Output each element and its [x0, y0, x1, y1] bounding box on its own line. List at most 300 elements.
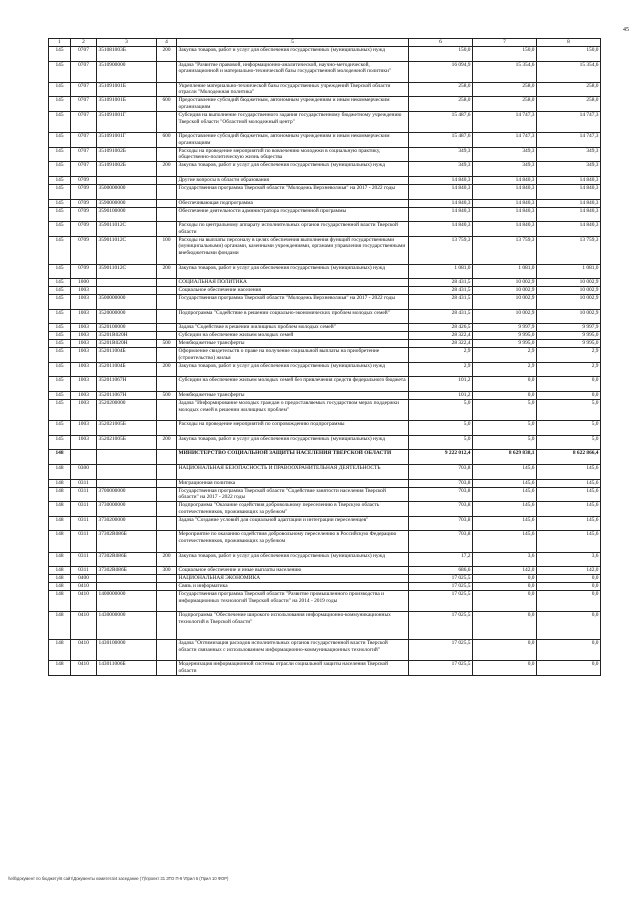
admin-code-cell: 145: [49, 162, 71, 177]
table-row: [49, 612, 601, 640]
target-article-cell: 1430000000: [97, 612, 157, 640]
expense-type-cell: [157, 207, 177, 222]
target-article-cell: 3730000000: [97, 502, 157, 517]
amount-col7-cell: 5,0: [473, 421, 537, 436]
target-article-cell: 37302R086Б: [97, 531, 157, 552]
description-cell: Государственная программа Тверской области "Молодежь Верхневолжья" на 2017 - 2022 годы: [177, 295, 409, 310]
expense-type-cell: [157, 575, 177, 583]
amount-col6-cell: 5,0: [409, 421, 473, 436]
amount-col6-cell: 14 840,3: [409, 176, 473, 184]
description-cell: Расходы на проведение мероприятий по вовлечению молодежи в социальную практику, общественно-политическую жизнь общества: [177, 147, 409, 162]
description-cell: Закупка товаров, работ и услуг для обеспечения государственных (муниципальных) нужд: [177, 435, 409, 450]
expense-type-cell: [157, 61, 177, 82]
amount-col8-cell: 349,3: [537, 162, 601, 177]
description-cell: Мероприятие по оказанию содействия добровольному переселению в Российскую Федерацию соотечественников, проживающих за рубежом: [177, 531, 409, 552]
admin-code-cell: 145: [49, 421, 71, 436]
table-row: [49, 97, 601, 112]
amount-col6-cell: 101,2: [409, 392, 473, 400]
admin-code-cell: 148: [49, 487, 71, 502]
section-code-cell: 0410: [71, 583, 97, 591]
amount-col7-cell: 142,0: [473, 567, 537, 575]
description-cell: Субсидии на обеспечение жильем молодых семей без привлечения средств федерального бюджета: [177, 377, 409, 392]
amount-col8-cell: 0,0: [537, 612, 601, 640]
amount-col6-cell: 17 025,5: [409, 575, 473, 583]
amount-col7-cell: 145,6: [473, 487, 537, 502]
section-code-cell: 1003: [71, 309, 97, 324]
admin-code-cell: 145: [49, 332, 71, 340]
amount-col6-cell: 28 431,5: [409, 309, 473, 324]
amount-col7-cell: 0,0: [473, 575, 537, 583]
description-cell: Закупка товаров, работ и услуг для обеспечения государственных (муниципальных) нужд: [177, 162, 409, 177]
expense-type-cell: [157, 324, 177, 332]
expense-type-cell: [157, 479, 177, 487]
target-article-cell: 352011067Н: [97, 392, 157, 400]
admin-code-cell: 145: [49, 348, 71, 363]
table-row: [49, 264, 601, 279]
amount-col8-cell: 145,6: [537, 516, 601, 531]
table-row: [49, 348, 601, 363]
description-cell: Расходы на проведение мероприятий по сопровождению подпрограммы: [177, 421, 409, 436]
target-article-cell: 359011012С: [97, 264, 157, 279]
target-article-cell: 35201R020Н: [97, 332, 157, 340]
admin-code-cell: 145: [49, 295, 71, 310]
page-number: 45: [623, 27, 629, 33]
amount-col6-cell: 28 322,4: [409, 340, 473, 348]
target-article-cell: [97, 479, 157, 487]
amount-col8-cell: 2,9: [537, 348, 601, 363]
target-article-cell: 359011012С: [97, 222, 157, 237]
expense-type-cell: 200: [157, 162, 177, 177]
target-article-cell: 352021005Б: [97, 435, 157, 450]
amount-col7-cell: 9 995,0: [473, 332, 537, 340]
table-row: [49, 575, 601, 583]
description-cell: Задача "Информирование молодых граждан о предоставляемых государством мерах поддержки молодых семей в решении жилищных проблем": [177, 400, 409, 421]
expense-type-cell: [157, 583, 177, 591]
amount-col7-cell: 3,6: [473, 552, 537, 567]
expense-type-cell: [157, 531, 177, 552]
section-code-cell: 1003: [71, 295, 97, 310]
amount-col6-cell: 258,0: [409, 97, 473, 112]
expense-type-cell: [157, 279, 177, 287]
amount-col7-cell: 0,0: [473, 392, 537, 400]
table-row: [49, 82, 601, 97]
description-cell: Миграционная политика: [177, 479, 409, 487]
expense-type-cell: [157, 111, 177, 132]
expense-type-cell: [157, 295, 177, 310]
admin-code-cell: 145: [49, 82, 71, 97]
expense-type-cell: [157, 502, 177, 517]
amount-col7-cell: 5,0: [473, 400, 537, 421]
section-code-cell: 0709: [71, 264, 97, 279]
section-code-cell: 0709: [71, 236, 97, 264]
section-code-cell: 0709: [71, 199, 97, 207]
admin-code-cell: 145: [49, 147, 71, 162]
description-cell: СОЦИАЛЬНАЯ ПОЛИТИКА: [177, 279, 409, 287]
section-code-cell: 1003: [71, 287, 97, 295]
expense-type-cell: [157, 377, 177, 392]
amount-col7-cell: 0,0: [473, 377, 537, 392]
admin-code-cell: 148: [49, 450, 71, 465]
amount-col6-cell: 14 840,3: [409, 207, 473, 222]
description-cell: Задача "Оптимизация расходов исполнительных органов государственной власти Тверской области связанных с использованием информационно-коммуникационных технологий": [177, 640, 409, 661]
description-cell: Межбюджетные трансферты: [177, 340, 409, 348]
expense-type-cell: 500: [157, 392, 177, 400]
admin-code-cell: 145: [49, 207, 71, 222]
admin-code-cell: 148: [49, 479, 71, 487]
amount-col7-cell: 10 002,9: [473, 287, 537, 295]
description-cell: Задача "Содействие в решении жилищных проблем молодых семей": [177, 324, 409, 332]
amount-col8-cell: 349,3: [537, 147, 601, 162]
amount-col7-cell: 5,0: [473, 435, 537, 450]
column-number-header: 4: [157, 39, 177, 47]
amount-col7-cell: 0,0: [473, 583, 537, 591]
amount-col6-cell: 17 025,5: [409, 612, 473, 640]
table-row: [49, 199, 601, 207]
table-row: [49, 162, 601, 177]
file-path-footer: \\elit\документ по бюджету\6 сайт\Документы комитета\4 заседание (7)\проект 31 ЗТО П-9 \Прил 5 (Прил 10 ФОР): [8, 876, 229, 881]
admin-code-cell: 145: [49, 279, 71, 287]
amount-col8-cell: 0,0: [537, 575, 601, 583]
table-row: [49, 450, 601, 465]
expense-type-cell: 200: [157, 552, 177, 567]
description-cell: Государственная программа Тверской области "Развитие промышленного производства и информационных технологий Тверской области" на 2014 - 2019 годы: [177, 591, 409, 612]
description-cell: Расходы на выплаты персоналу в целях обеспечения выполнения функций государственными (муниципальными) органами, казенными учреждениями, органами управления государственными внебюджетными фондами: [177, 236, 409, 264]
column-number-header: 5: [177, 39, 409, 47]
amount-col7-cell: 0,0: [473, 591, 537, 612]
description-cell: Укрепление материально-технической базы государственных учреждений Тверской области отрасли "Молодежная политика": [177, 82, 409, 97]
amount-col6-cell: 349,3: [409, 162, 473, 177]
admin-code-cell: 145: [49, 47, 71, 62]
description-cell: Социальное обеспечение и иные выплаты населению: [177, 567, 409, 575]
table-header-row: [49, 39, 601, 47]
amount-col6-cell: 17,2: [409, 552, 473, 567]
description-cell: Другие вопросы в области образования: [177, 176, 409, 184]
target-article-cell: [97, 583, 157, 591]
amount-col6-cell: 258,0: [409, 82, 473, 97]
target-article-cell: [97, 287, 157, 295]
table-row: [49, 47, 601, 62]
amount-col7-cell: 14 840,3: [473, 184, 537, 199]
section-code-cell: 0400: [71, 575, 97, 583]
section-code-cell: 1003: [71, 421, 97, 436]
table-row: [49, 279, 601, 287]
section-code-cell: 1003: [71, 362, 97, 377]
amount-col8-cell: 10 002,9: [537, 309, 601, 324]
description-cell: Расходы по центральному аппарату исполнительных органов государственной власти Тверской области: [177, 222, 409, 237]
amount-col6-cell: 28 431,5: [409, 295, 473, 310]
amount-col8-cell: 1 081,0: [537, 264, 601, 279]
admin-code-cell: 145: [49, 435, 71, 450]
table-row: [49, 661, 601, 676]
admin-code-cell: 145: [49, 61, 71, 82]
amount-col8-cell: 0,0: [537, 661, 601, 676]
expense-type-cell: 300: [157, 567, 177, 575]
amount-col6-cell: 15 487,6: [409, 133, 473, 148]
amount-col8-cell: 14 840,3: [537, 207, 601, 222]
amount-col7-cell: 9 995,0: [473, 340, 537, 348]
target-article-cell: 352011004Б: [97, 362, 157, 377]
amount-col7-cell: 10 002,9: [473, 279, 537, 287]
admin-code-cell: 145: [49, 264, 71, 279]
admin-code-cell: 148: [49, 612, 71, 640]
target-article-cell: 359011012С: [97, 236, 157, 264]
expense-type-cell: [157, 516, 177, 531]
section-code-cell: 1003: [71, 400, 97, 421]
amount-col6-cell: 1 081,0: [409, 264, 473, 279]
table-row: [49, 640, 601, 661]
section-code-cell: 1003: [71, 377, 97, 392]
target-article-cell: 37302R086Б: [97, 552, 157, 567]
expense-type-cell: 200: [157, 362, 177, 377]
section-code-cell: 0311: [71, 479, 97, 487]
expense-type-cell: [157, 400, 177, 421]
amount-col8-cell: 9 995,0: [537, 332, 601, 340]
target-article-cell: 351091002Б: [97, 162, 157, 177]
target-article-cell: [97, 575, 157, 583]
amount-col8-cell: 0,0: [537, 591, 601, 612]
target-article-cell: 351091002Б: [97, 147, 157, 162]
target-article-cell: 352011004Б: [97, 348, 157, 363]
column-number-header: 3: [97, 39, 157, 47]
expense-type-cell: [157, 332, 177, 340]
table-row: [49, 222, 601, 237]
amount-col7-cell: 15 354,6: [473, 61, 537, 82]
table-row: [49, 332, 601, 340]
expense-type-cell: [157, 184, 177, 199]
amount-col7-cell: 8 629 838,1: [473, 450, 537, 465]
description-cell: Обеспечивающая подпрограмма: [177, 199, 409, 207]
amount-col7-cell: 14 747,3: [473, 133, 537, 148]
admin-code-cell: 148: [49, 465, 71, 480]
section-code-cell: 1003: [71, 392, 97, 400]
amount-col8-cell: 8 622 866,4: [537, 450, 601, 465]
amount-col8-cell: 14 747,3: [537, 111, 601, 132]
amount-col6-cell: 703,8: [409, 487, 473, 502]
amount-col7-cell: 9 997,9: [473, 324, 537, 332]
section-code-cell: 0709: [71, 176, 97, 184]
table-row: [49, 465, 601, 480]
amount-col7-cell: 145,6: [473, 479, 537, 487]
admin-code-cell: 148: [49, 567, 71, 575]
description-cell: Закупка товаров, работ и услуг для обеспечения государственных (муниципальных) нужд: [177, 264, 409, 279]
amount-col6-cell: 2,9: [409, 348, 473, 363]
table-row: [49, 552, 601, 567]
admin-code-cell: 145: [49, 392, 71, 400]
table-row: [49, 583, 601, 591]
expense-type-cell: 200: [157, 47, 177, 62]
expense-type-cell: 600: [157, 97, 177, 112]
amount-col7-cell: 0,0: [473, 661, 537, 676]
admin-code-cell: 145: [49, 236, 71, 264]
expense-type-cell: 500: [157, 340, 177, 348]
amount-col6-cell: 703,8: [409, 502, 473, 517]
target-article-cell: 352011067Н: [97, 377, 157, 392]
description-cell: Закупка товаров, работ и услуг для обеспечения государственных (муниципальных) нужд: [177, 552, 409, 567]
description-cell: Субсидии на обеспечение жильем молодых семей: [177, 332, 409, 340]
admin-code-cell: 148: [49, 575, 71, 583]
target-article-cell: 3590000000: [97, 199, 157, 207]
amount-col6-cell: 14 840,3: [409, 199, 473, 207]
admin-code-cell: 148: [49, 502, 71, 517]
amount-col7-cell: 14 747,3: [473, 111, 537, 132]
table-row: [49, 133, 601, 148]
amount-col6-cell: 5,0: [409, 435, 473, 450]
section-code-cell: 0410: [71, 612, 97, 640]
description-cell: Предоставление субсидий бюджетным, автономным учреждениям и иным некоммерческим организациям: [177, 133, 409, 148]
table-row: [49, 207, 601, 222]
amount-col6-cell: 150,0: [409, 47, 473, 62]
table-row: [49, 487, 601, 502]
description-cell: Подпрограмма "Содействие в решении социально-экономических проблем молодых семей": [177, 309, 409, 324]
amount-col6-cell: 16 094,9: [409, 61, 473, 82]
target-article-cell: 351081003Б: [97, 47, 157, 62]
expense-type-cell: [157, 82, 177, 97]
amount-col6-cell: 17 025,5: [409, 661, 473, 676]
amount-col8-cell: 15 354,6: [537, 61, 601, 82]
section-code-cell: [71, 450, 97, 465]
expense-type-cell: [157, 591, 177, 612]
admin-code-cell: 148: [49, 661, 71, 676]
description-cell: НАЦИОНАЛЬНАЯ БЕЗОПАСНОСТЬ И ПРАВООХРАНИТЕЛЬНАЯ ДЕЯТЕЛЬНОСТЬ: [177, 465, 409, 480]
table-row: [49, 516, 601, 531]
amount-col7-cell: 14 840,3: [473, 222, 537, 237]
amount-col8-cell: 0,0: [537, 392, 601, 400]
column-number-header: 6: [409, 39, 473, 47]
amount-col8-cell: 5,0: [537, 421, 601, 436]
amount-col6-cell: 101,2: [409, 377, 473, 392]
table-row: [49, 111, 601, 132]
amount-col8-cell: 0,0: [537, 640, 601, 661]
target-article-cell: 1400000000: [97, 591, 157, 612]
description-cell: Межбюджетные трансферты: [177, 392, 409, 400]
table-row: [49, 502, 601, 517]
amount-col8-cell: 14 840,3: [537, 176, 601, 184]
table-row: [49, 340, 601, 348]
amount-col7-cell: 258,0: [473, 82, 537, 97]
amount-col8-cell: 2,9: [537, 362, 601, 377]
section-code-cell: 0707: [71, 47, 97, 62]
column-number-header: 7: [473, 39, 537, 47]
description-cell: Оформление свидетельств о праве на получение социальной выплаты на приобретение (строительство) жилья: [177, 348, 409, 363]
expense-type-cell: [157, 287, 177, 295]
table-row: [49, 236, 601, 264]
amount-col8-cell: 13 759,3: [537, 236, 601, 264]
description-cell: Задача "Создание условий для социальной адаптации и интеграции переселенцев": [177, 516, 409, 531]
table-row: [49, 295, 601, 310]
target-article-cell: 3510900000: [97, 61, 157, 82]
amount-col7-cell: 10 002,9: [473, 309, 537, 324]
admin-code-cell: 145: [49, 340, 71, 348]
amount-col8-cell: 5,0: [537, 435, 601, 450]
amount-col7-cell: 150,0: [473, 47, 537, 62]
admin-code-cell: 145: [49, 176, 71, 184]
table-row: [49, 362, 601, 377]
amount-col7-cell: 2,9: [473, 348, 537, 363]
admin-code-cell: 148: [49, 640, 71, 661]
table-row: [49, 392, 601, 400]
section-code-cell: 0707: [71, 162, 97, 177]
description-cell: Субсидия на выполнение государственного задания государственному бюджетному учреждению Тверской области "Областной молодежный центр": [177, 111, 409, 132]
target-article-cell: [97, 279, 157, 287]
table-row: [49, 435, 601, 450]
section-code-cell: 1003: [71, 324, 97, 332]
admin-code-cell: 145: [49, 222, 71, 237]
expense-type-cell: [157, 147, 177, 162]
amount-col6-cell: 686,6: [409, 567, 473, 575]
amount-col8-cell: 10 002,9: [537, 287, 601, 295]
amount-col8-cell: 145,6: [537, 479, 601, 487]
amount-col7-cell: 0,0: [473, 640, 537, 661]
expense-type-cell: [157, 176, 177, 184]
admin-code-cell: 145: [49, 199, 71, 207]
target-article-cell: 3700000000: [97, 487, 157, 502]
amount-col6-cell: 349,3: [409, 147, 473, 162]
amount-col8-cell: 10 002,9: [537, 279, 601, 287]
amount-col6-cell: 28 426,5: [409, 324, 473, 332]
admin-code-cell: 145: [49, 309, 71, 324]
description-cell: Закупка товаров, работ и услуг для обеспечения государственных (муниципальных) нужд: [177, 362, 409, 377]
target-article-cell: 3730200000: [97, 516, 157, 531]
amount-col8-cell: 10 002,9: [537, 295, 601, 310]
section-code-cell: 0410: [71, 591, 97, 612]
amount-col8-cell: 14 840,3: [537, 199, 601, 207]
target-article-cell: 143011006Б: [97, 661, 157, 676]
column-number-header: 1: [49, 39, 71, 47]
amount-col7-cell: 2,9: [473, 362, 537, 377]
expense-type-cell: [157, 199, 177, 207]
section-code-cell: 0311: [71, 516, 97, 531]
amount-col7-cell: 349,3: [473, 162, 537, 177]
expense-type-cell: 200: [157, 264, 177, 279]
amount-col6-cell: 703,8: [409, 516, 473, 531]
description-cell: Модернизация информационной системы отрасли социальной защиты населения Тверской области: [177, 661, 409, 676]
target-article-cell: 351091001Г: [97, 133, 157, 148]
admin-code-cell: 145: [49, 111, 71, 132]
expense-type-cell: [157, 661, 177, 676]
section-code-cell: 0311: [71, 531, 97, 552]
description-cell: Обеспечение деятельности администратора государственной программы: [177, 207, 409, 222]
amount-col7-cell: 14 840,3: [473, 207, 537, 222]
amount-col8-cell: 0,0: [537, 377, 601, 392]
column-number-header: 2: [71, 39, 97, 47]
amount-col8-cell: 142,0: [537, 567, 601, 575]
table-row: [49, 176, 601, 184]
target-article-cell: 3500000000: [97, 184, 157, 199]
table-row: [49, 309, 601, 324]
amount-col7-cell: 14 840,3: [473, 199, 537, 207]
amount-col6-cell: 28 431,5: [409, 279, 473, 287]
target-article-cell: 352021005Б: [97, 421, 157, 436]
target-article-cell: [97, 465, 157, 480]
section-code-cell: 0707: [71, 82, 97, 97]
target-article-cell: 1430100000: [97, 640, 157, 661]
admin-code-cell: 148: [49, 583, 71, 591]
table-row: [49, 147, 601, 162]
admin-code-cell: 148: [49, 591, 71, 612]
expense-type-cell: [157, 450, 177, 465]
description-cell: НАЦИОНАЛЬНАЯ ЭКОНОМИКА: [177, 575, 409, 583]
section-code-cell: 1003: [71, 348, 97, 363]
target-article-cell: 351091001Г: [97, 111, 157, 132]
table-row: [49, 184, 601, 199]
description-cell: Подпрограмма "Обеспечение широкого использования информационно-коммуникационных технологий в Тверской области": [177, 612, 409, 640]
amount-col6-cell: 5,0: [409, 400, 473, 421]
amount-col6-cell: 13 759,3: [409, 236, 473, 264]
amount-col6-cell: 14 840,3: [409, 222, 473, 237]
admin-code-cell: 148: [49, 531, 71, 552]
amount-col7-cell: 10 002,9: [473, 295, 537, 310]
amount-col8-cell: 150,0: [537, 47, 601, 62]
